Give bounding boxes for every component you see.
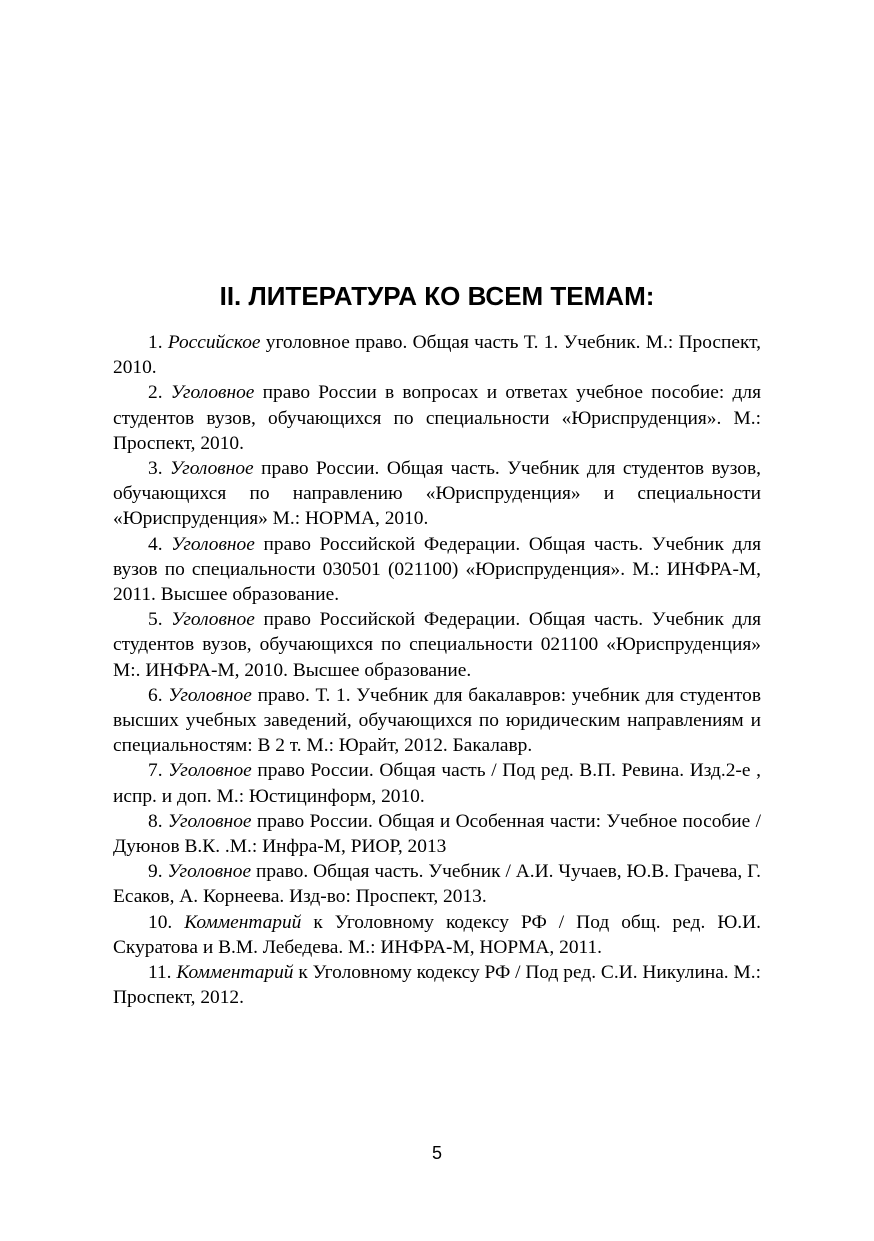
reference-item: 4. Уголовное право Российской Федерации. Общая часть. Учебник для вузов по специальности 030501 (021100) «Юриспруденция». М.: ИНФРА-М, 2011. Высшее образование.	[113, 533, 761, 606]
reference-item: 1. Российское уголовное право. Общая часть Т. 1. Учебник. М.: Проспект, 2010.	[113, 332, 761, 379]
reference-item: 10. Комментарий к Уголовному кодексу РФ / Под общ. ред. Ю.И. Скуратова и В.М. Лебедева. М.: ИНФРА-М, НОРМА, 2011.	[113, 911, 761, 958]
reference-item: 7. Уголовное право России. Общая часть / Под ред. В.П. Ревина. Изд.2-е , испр. и доп. М.: Юстицинформ, 2010.	[113, 760, 761, 807]
reference-item: 2. Уголовное право России в вопросах и ответах учебное пособие: для студентов вузов, обучающихся по специальности «Юриспруденция». М.: Проспект, 2010.	[113, 382, 761, 454]
reference-item: 3. Уголовное право России. Общая часть. Учебник для студентов вузов, обучающихся по направлению «Юриспруденция» и специальности «Юриспруденция» М.: НОРМА, 2010.	[113, 458, 761, 530]
reference-item: 8. Уголовное право России. Общая и Особенная части: Учебное пособие / Дуюнов В.К. .М.: Инфра-М, РИОР, 2013	[113, 810, 761, 858]
reference-item: 9. Уголовное право. Общая часть. Учебник / А.И. Чучаев, Ю.В. Грачева, Г. Есаков, А. Корнеева. Изд-во: Проспект, 2013.	[113, 861, 762, 908]
section-heading: II. ЛИТЕРАТУРА КО ВСЕМ ТЕМАМ:	[219, 281, 655, 311]
reference-list	[113, 330, 761, 1010]
page-number: 5	[431, 1143, 442, 1163]
reference-item: 5. Уголовное право Российской Федерации. Общая часть. Учебник для студентов вузов, обучающихся по специальности 021100 «Юриспруденция» М:. ИНФРА-М, 2010. Высшее образование.	[113, 609, 761, 681]
reference-item: 11. Комментарий к Уголовному кодексу РФ / Под ред. С.И. Никулина. М.: Проспект, 2012.	[113, 962, 761, 1009]
reference-item: 6. Уголовное право. Т. 1. Учебник для бакалавров: учебник для студентов высших учебных заведений, обучающихся по юридическим направлениям и специальностям: В 2 т. М.: Юрайт, 2012. Бакалавр.	[113, 684, 761, 757]
